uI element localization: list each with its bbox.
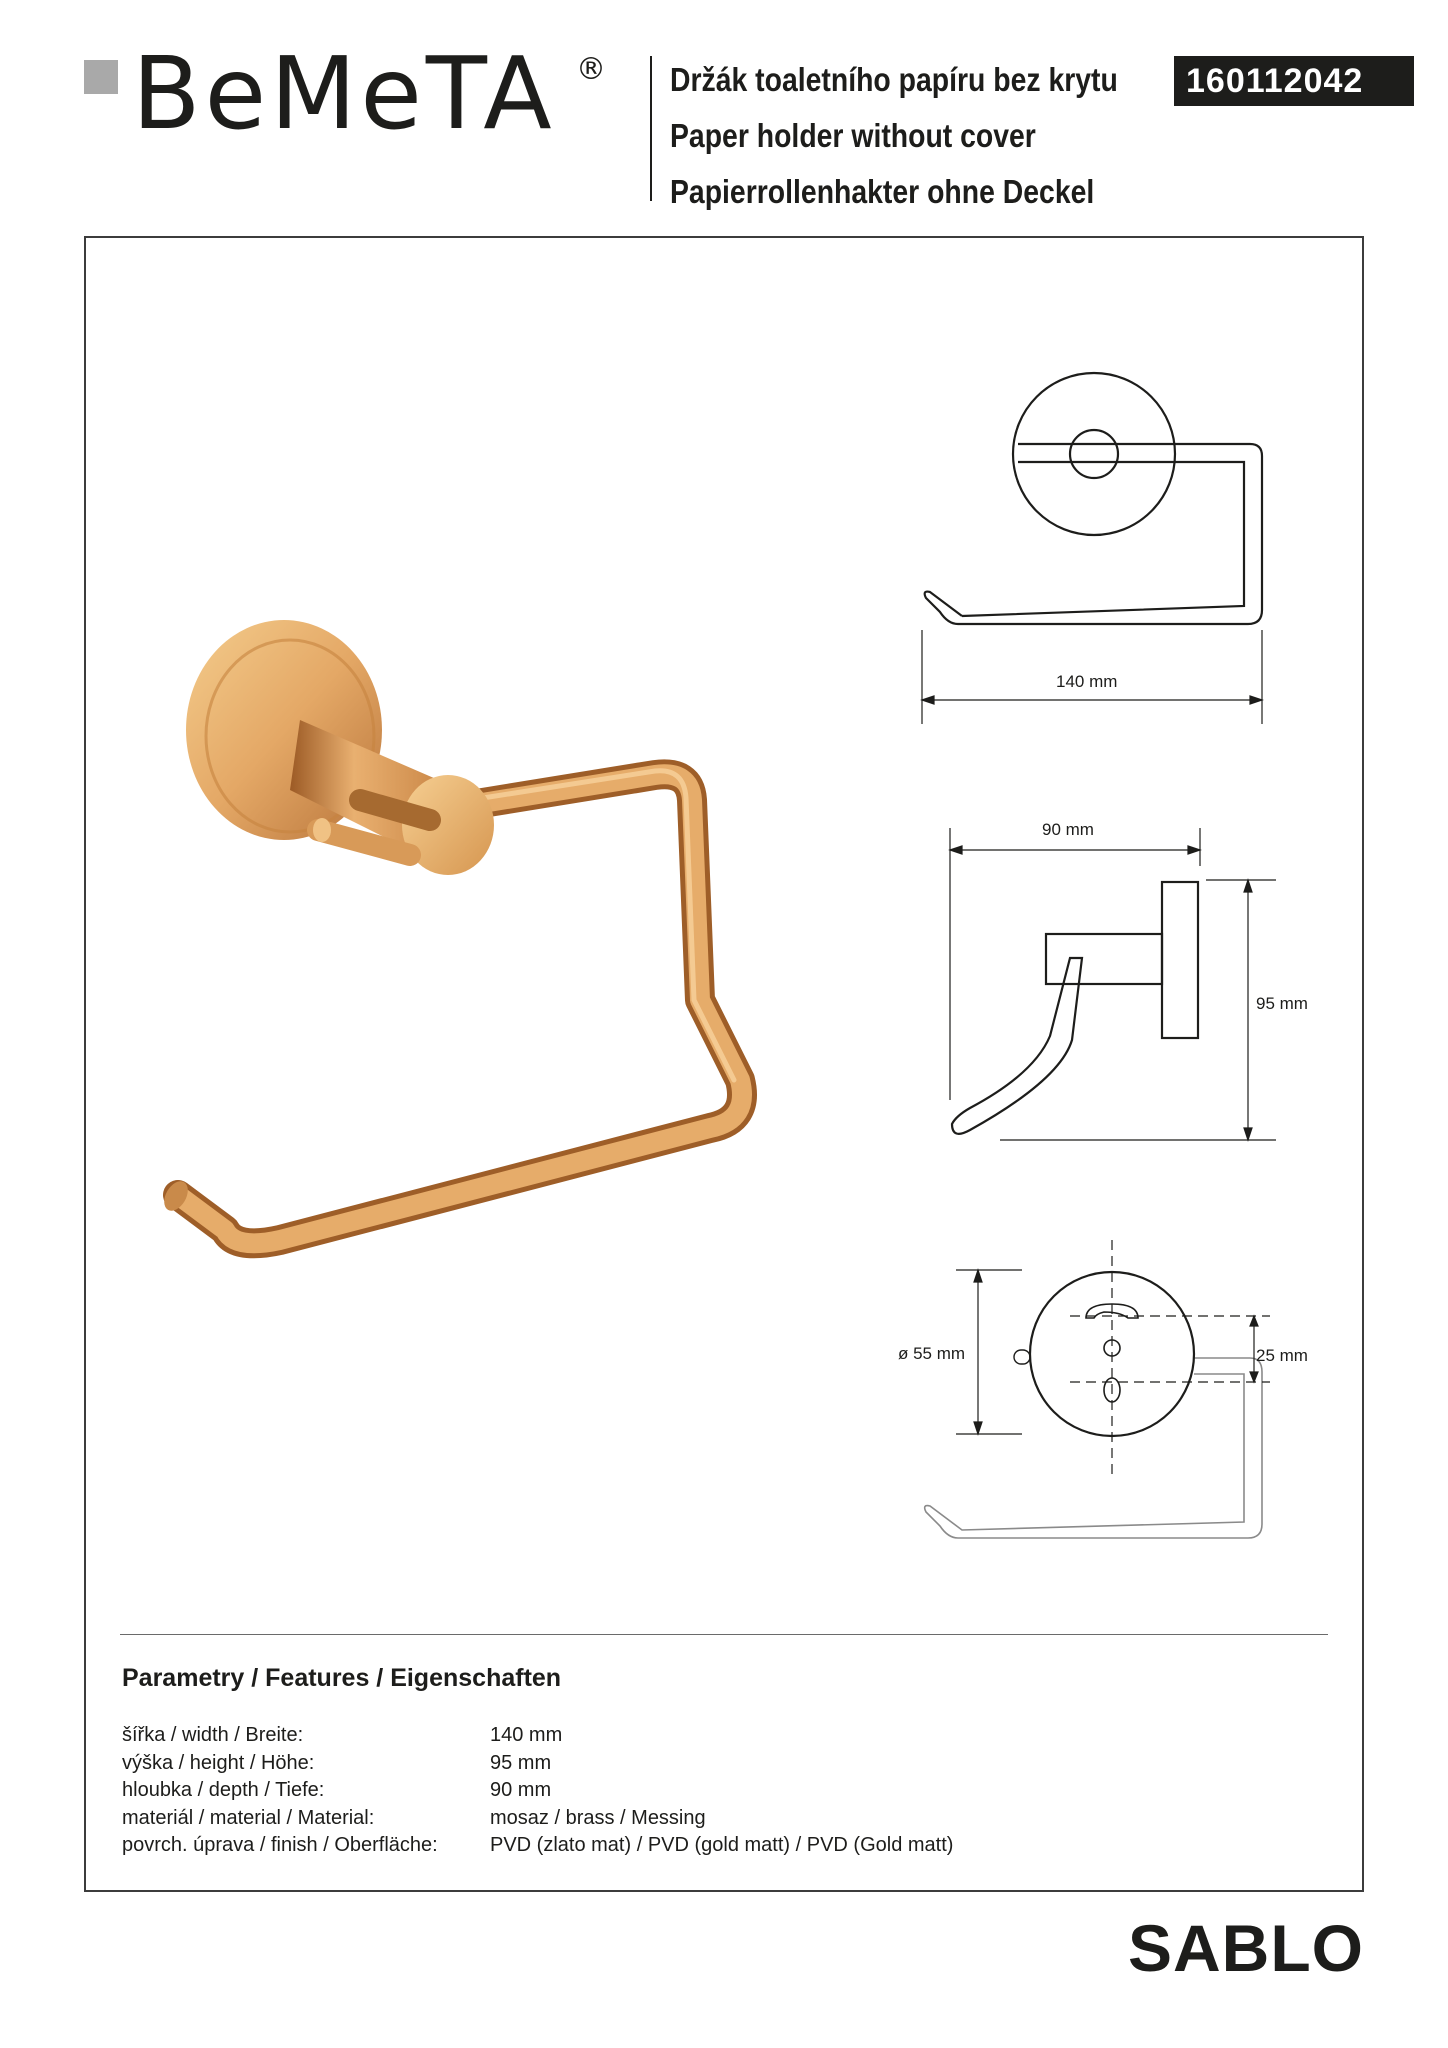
feature-value: mosaz / brass / Messing — [490, 1806, 706, 1829]
feature-row — [122, 1722, 953, 1750]
hole-spacing-label: 25 mm — [1256, 1346, 1308, 1365]
features-heading: Parametry / Features / Eigenschaften — [122, 1664, 562, 1692]
feature-label: šířka / width / Breite: — [122, 1724, 304, 1746]
rear-dimensions — [956, 1270, 1258, 1434]
front-width-label: 140 mm — [1056, 672, 1118, 691]
rosette-diameter-label: ø 55 mm — [898, 1344, 966, 1363]
product-code: 160112042 — [1174, 56, 1414, 106]
feature-label: hloubka / depth / Tiefe: — [122, 1779, 325, 1801]
feature-value: 95 mm — [490, 1751, 552, 1774]
side-view — [952, 882, 1198, 1134]
side-height-label: 95 mm — [1256, 994, 1308, 1013]
feature-row — [122, 1777, 953, 1805]
features-table — [122, 1722, 953, 1860]
feature-row — [122, 1805, 953, 1833]
feature-value: 140 mm — [490, 1724, 563, 1746]
side-depth-label: 90 mm — [1042, 820, 1094, 839]
feature-row — [122, 1750, 953, 1778]
rear-view — [925, 1240, 1270, 1538]
brand-logo: BeMeTA — [132, 35, 556, 152]
feature-label: materiál / material / Material: — [122, 1806, 375, 1829]
feature-value: PVD (zlato mat) / PVD (gold matt) / PVD (Gold matt) — [490, 1834, 954, 1856]
title-cz: Držák toaletního papíru bez krytu — [670, 61, 1118, 98]
feature-label: povrch. úprava / finish / Oberfläche: — [122, 1834, 438, 1856]
title-de: Papierrollenhakter ohne Deckel — [670, 173, 1095, 210]
series-name: SABLO — [1128, 1911, 1364, 1985]
feature-value: 90 mm — [490, 1779, 552, 1801]
section-divider — [120, 1634, 1328, 1635]
feature-label: výška / height / Höhe: — [122, 1751, 315, 1774]
feature-row — [122, 1832, 953, 1860]
registered-mark: ® — [576, 52, 606, 87]
front-view — [925, 373, 1262, 624]
title-en: Paper holder without cover — [670, 117, 1036, 154]
